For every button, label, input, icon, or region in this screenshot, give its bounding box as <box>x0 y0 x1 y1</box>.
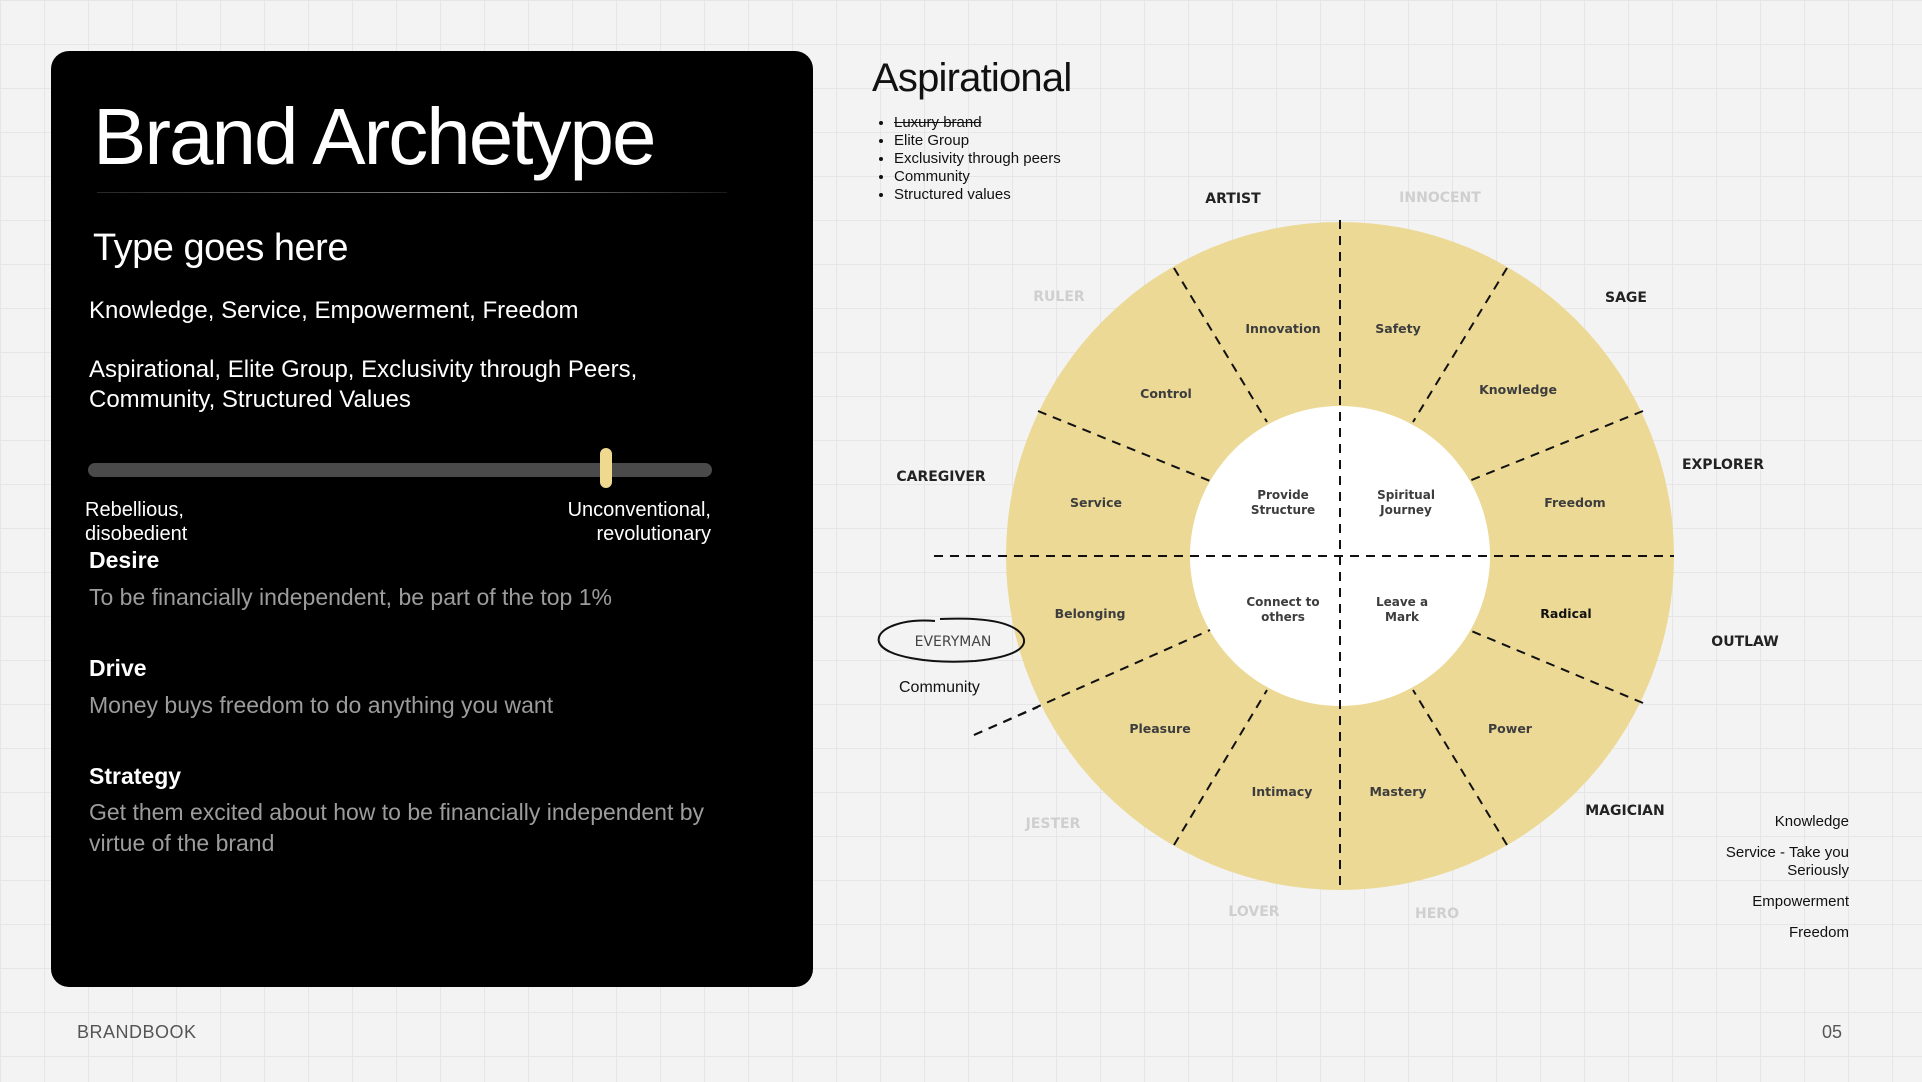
slider-left-label: Rebellious, disobedient <box>85 499 188 545</box>
strategy-body: Get them excited about how to be financially independent by virtue of the brand <box>89 799 705 856</box>
segment-label: Belonging <box>1054 606 1126 621</box>
archetype-label-everyman: EVERYMAN <box>914 634 992 650</box>
archetype-type-label: Type goes here <box>93 227 348 269</box>
segment-label: Innovation <box>1245 321 1321 336</box>
footer-brandbook: BRANDBOOK <box>77 1022 197 1042</box>
archetype-label-magician: MAGICIAN <box>1585 803 1665 819</box>
aspirational-item: • Exclusivity through peers <box>894 150 1061 168</box>
aspirational-item: • Structured values <box>894 186 1061 204</box>
segment-label: Pleasure <box>1129 721 1191 736</box>
archetype-label-artist: ARTIST <box>1205 191 1261 207</box>
everyman-note: Community <box>899 679 980 696</box>
segment-label: Service <box>1070 495 1122 510</box>
archetype-label-sage: SAGE <box>1605 290 1647 306</box>
archetype-label-jester: JESTER <box>1025 816 1081 832</box>
everyman-extension-line <box>974 707 1038 735</box>
segment-label: Freedom <box>1544 495 1606 510</box>
aspirational-item: • Elite Group <box>894 132 1061 150</box>
strategy-heading: Strategy <box>89 763 182 789</box>
segment-label: Power <box>1488 721 1532 736</box>
desire-body: To be financially independent, be part of the top 1% <box>89 584 612 610</box>
aspirational-item: • Luxury brand <box>894 114 1061 132</box>
segment-label: Radical <box>1540 606 1592 621</box>
slider-right-label: Unconventional, revolutionary <box>567 499 711 545</box>
archetype-label-hero: HERO <box>1415 906 1459 922</box>
segment-label: Safety <box>1375 321 1421 336</box>
aspirational-item: • Community <box>894 168 1061 186</box>
segment-label: Intimacy <box>1251 784 1313 799</box>
segment-label: Mastery <box>1369 784 1427 799</box>
note-item: Freedom <box>1788 924 1849 941</box>
segment-label: Knowledge <box>1479 382 1557 397</box>
drive-heading: Drive <box>89 655 147 681</box>
archetype-label-caregiver: CAREGIVER <box>896 469 986 485</box>
inner-quadrant-label: Connect to others <box>1246 595 1320 624</box>
secondary-keywords: Aspirational, Elite Group, Exclusivity through Peers, Community, Structured Values <box>89 356 638 413</box>
note-item: Empowerment <box>1752 893 1849 910</box>
drive-body: Money buys freedom to do anything you want <box>89 692 554 718</box>
inner-quadrant-label: Leave a Mark <box>1375 595 1429 624</box>
archetype-label-outlaw: OUTLAW <box>1711 634 1779 650</box>
note-item: Knowledge <box>1774 813 1849 830</box>
primary-keywords: Knowledge, Service, Empowerment, Freedom <box>89 297 579 324</box>
card-title: Brand Archetype <box>93 92 655 181</box>
right-keyword-notes <box>1726 813 1849 955</box>
segment-label: Control <box>1140 386 1192 401</box>
aspirational-title: Aspirational <box>872 56 1072 100</box>
archetype-label-explorer: EXPLORER <box>1681 457 1765 473</box>
note-item: Service - Take you Seriously <box>1725 844 1849 879</box>
archetype-label-lover: LOVER <box>1228 904 1280 920</box>
inner-quadrant-label: Provide Structure <box>1250 488 1316 517</box>
archetype-label-ruler: RULER <box>1033 289 1085 305</box>
archetype-label-innocent: INNOCENT <box>1399 190 1481 206</box>
inner-quadrant-label: Spiritual Journey <box>1377 488 1435 517</box>
page-number: 05 <box>1822 1022 1843 1042</box>
desire-heading: Desire <box>89 547 160 573</box>
